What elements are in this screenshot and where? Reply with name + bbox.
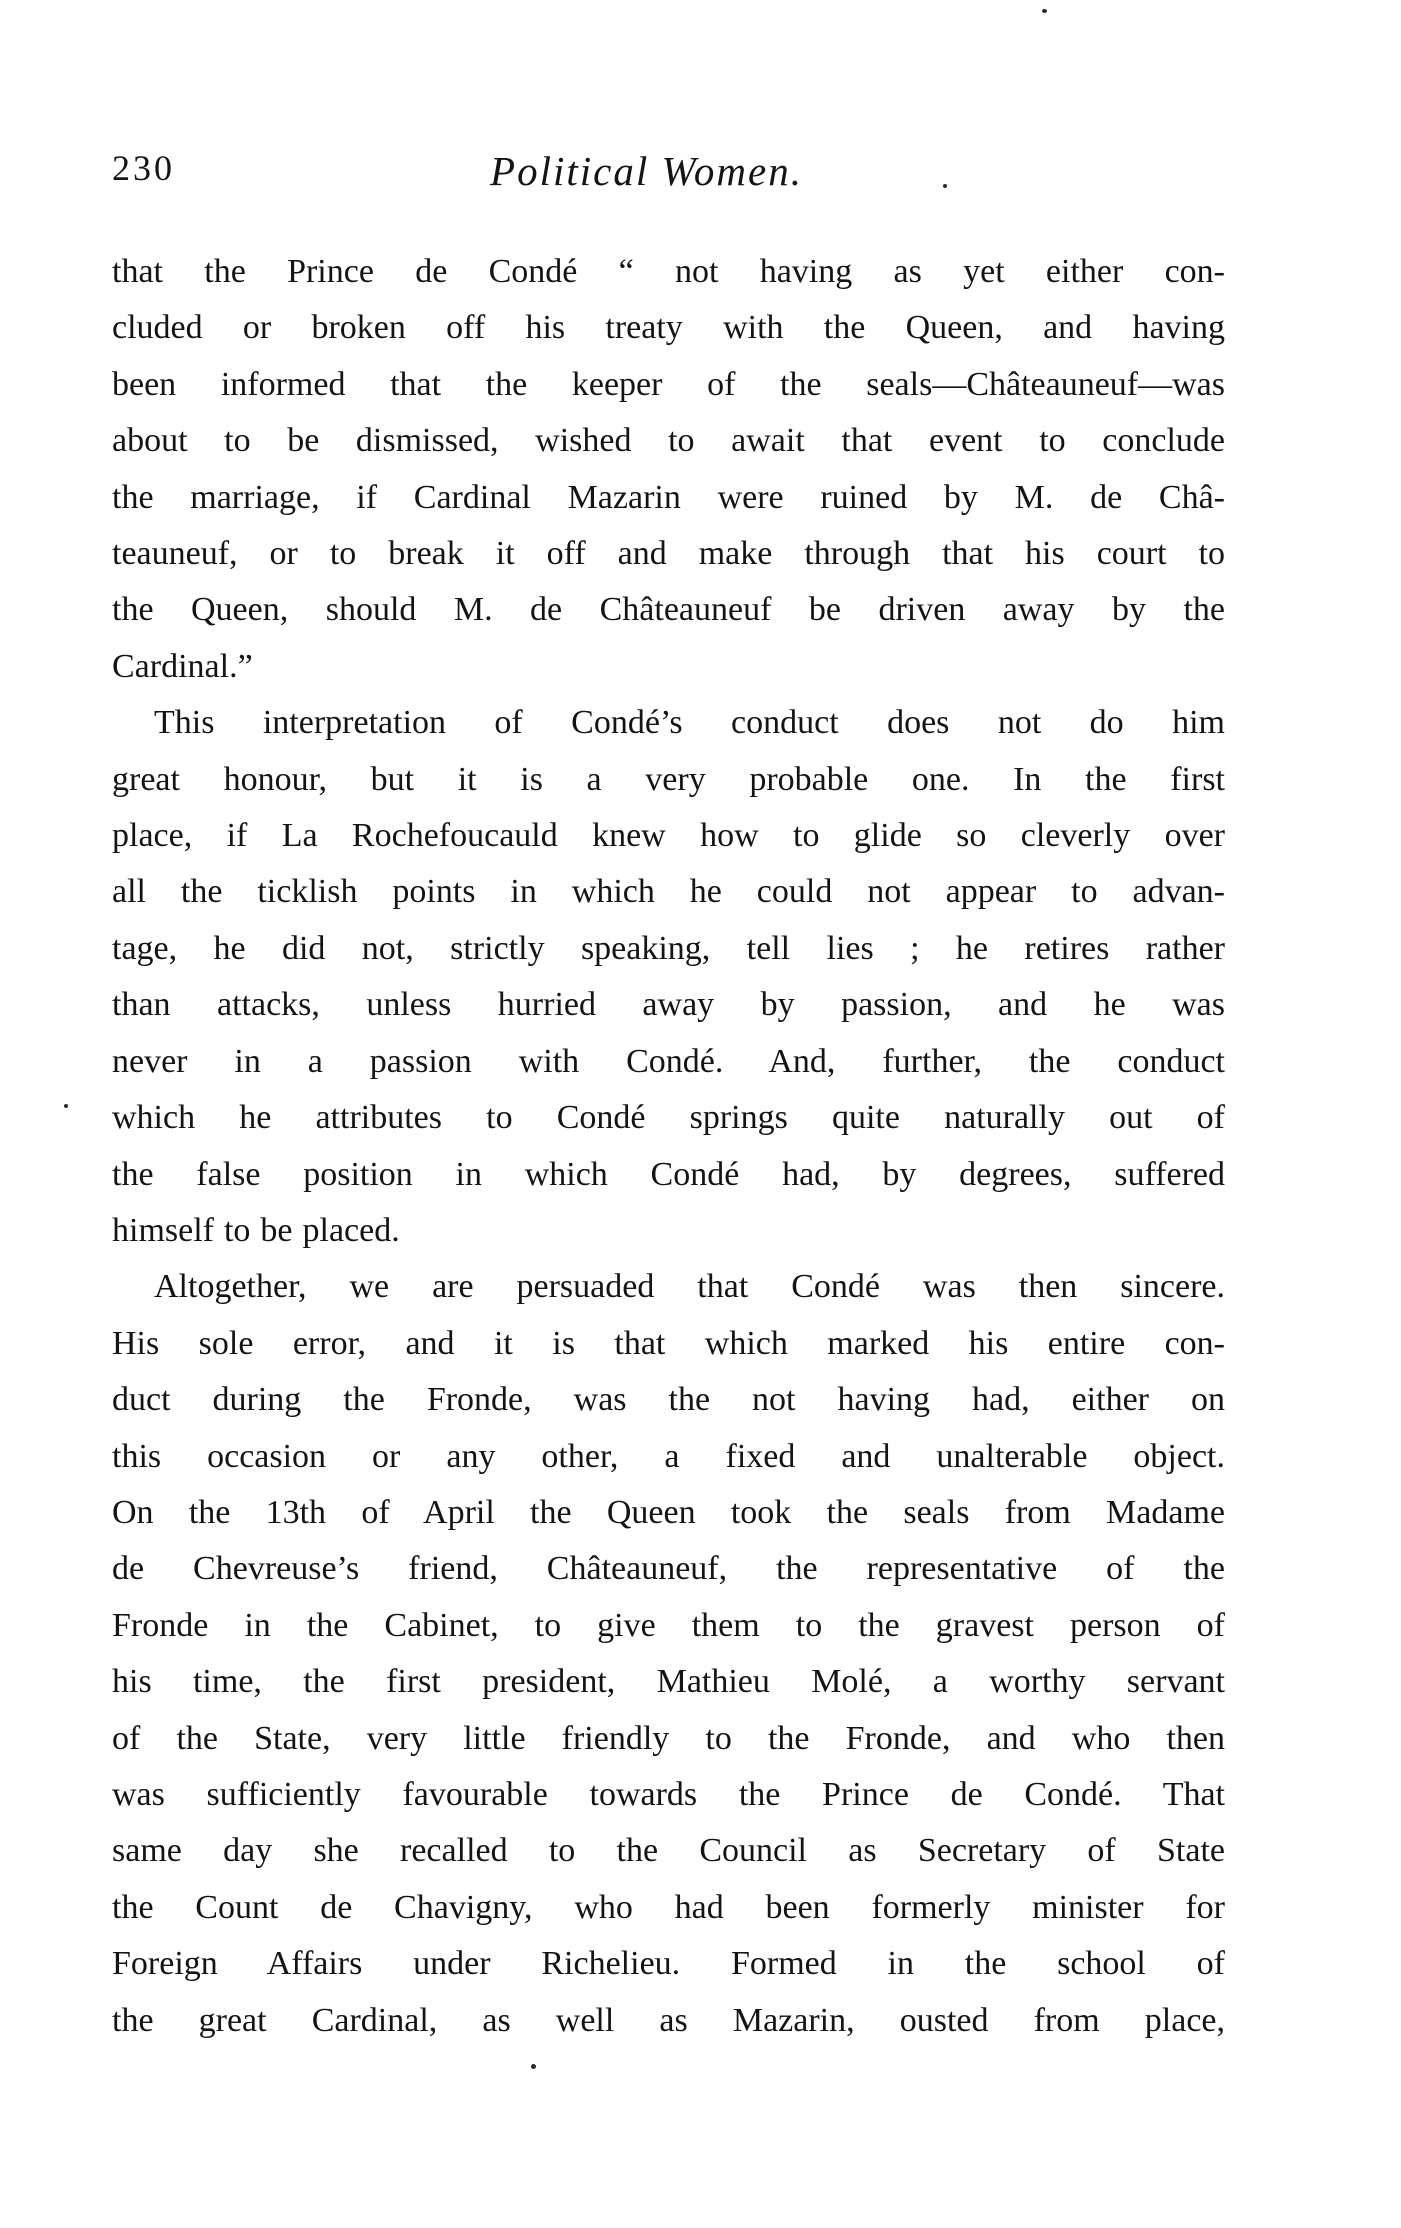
text-line: place, if La Rochefoucauld knew how to glide so cleverly over [112, 817, 1225, 855]
text-line: been informed that the keeper of the seals—Châteauneuf—was [112, 365, 1225, 403]
text-line: himself to be placed. [112, 1211, 400, 1249]
scan-speck [531, 2064, 536, 2069]
text-line: de Chevreuse’s friend, Châteauneuf, the representative of the [112, 1550, 1225, 1588]
text-line: Foreign Affairs under Richelieu. Formed in the school of [112, 1945, 1225, 1983]
text-line: tage, he did not, strictly speaking, tell lies ; he retires rather [112, 929, 1225, 967]
running-title: Political Women. [490, 148, 803, 194]
text-line: the marriage, if Cardinal Mazarin were ruined by M. de Châ- [112, 478, 1225, 516]
scan-speck [943, 184, 947, 188]
text-line: about to be dismissed, wished to await that event to conclude [112, 422, 1225, 460]
text-line: the Count de Chavigny, who had been formerly minister for [112, 1888, 1225, 1926]
text-line: never in a passion with Condé. And, further, the conduct [112, 1042, 1225, 1080]
text-line: of the State, very little friendly to the Fronde, and who then [112, 1719, 1225, 1757]
text-line: that the Prince de Condé “ not having as yet either con- [112, 253, 1225, 290]
text-line: teauneuf, or to break it off and make through that his court to [112, 535, 1225, 573]
text-line: This interpretation of Condé’s conduct does not do him [154, 704, 1225, 742]
text-line: which he attributes to Condé springs quite naturally out of [112, 1099, 1225, 1137]
text-line: his time, the first president, Mathieu Molé, a worthy servant [112, 1663, 1225, 1701]
text-line: the false position in which Condé had, by degrees, suffered [112, 1155, 1225, 1193]
text-line: the Queen, should M. de Châteauneuf be driven away by the [112, 591, 1225, 629]
text-line: Fronde in the Cabinet, to give them to the gravest person of [112, 1606, 1225, 1644]
scan-speck [64, 1104, 68, 1108]
text-line: great honour, but it is a very probable one. In the first [112, 760, 1225, 798]
text-line: duct during the Fronde, was the not having had, either on [112, 1381, 1225, 1419]
text-line: all the ticklish points in which he could not appear to advan- [112, 873, 1225, 911]
page-number: 230 [112, 148, 175, 188]
text-line: this occasion or any other, a fixed and unalterable object. [112, 1437, 1225, 1475]
text-line: than attacks, unless hurried away by passion, and he was [112, 986, 1225, 1024]
text-line: On the 13th of April the Queen took the seals from Madame [112, 1493, 1225, 1531]
text-line: the great Cardinal, as well as Mazarin, ousted from place, [112, 2001, 1225, 2039]
page-header [112, 142, 1225, 200]
text-line: Altogether, we are persuaded that Condé was then sincere. [154, 1268, 1225, 1306]
text-line: cluded or broken off his treaty with the Queen, and having [112, 309, 1225, 347]
text-line: same day she recalled to the Council as Secretary of State [112, 1832, 1225, 1870]
page-body [112, 244, 1225, 2049]
scan-speck [1042, 9, 1047, 13]
text-line: Cardinal.” [112, 647, 253, 685]
text-line: His sole error, and it is that which marked his entire con- [112, 1324, 1225, 1362]
text-line: was sufficiently favourable towards the Prince de Condé. That [112, 1775, 1225, 1813]
